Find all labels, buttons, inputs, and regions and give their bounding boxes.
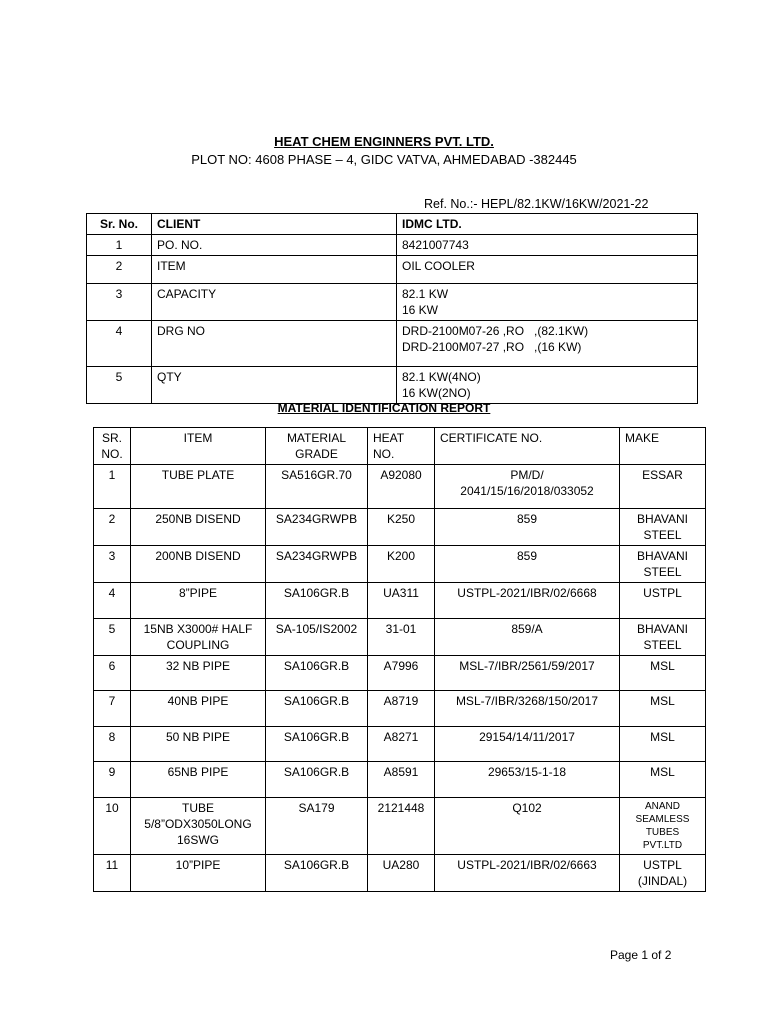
- table-row: [94, 546, 706, 583]
- cell-item: [131, 546, 266, 583]
- cell-heat-no: K250: [368, 509, 435, 546]
- reference-number: Ref. No.:- HEPL/82.1KW/16KW/2021-22: [424, 197, 649, 211]
- info-label: CAPACITY: [152, 284, 397, 321]
- header-certificate-no: [435, 428, 620, 465]
- cell-make: [620, 798, 706, 855]
- cell-line: BHAVANI: [637, 549, 688, 563]
- info-value-line: 82.1 KW: [402, 287, 449, 301]
- cell-item: [131, 465, 266, 509]
- header-line: MAKE: [625, 431, 660, 445]
- info-row: [87, 321, 698, 367]
- cell-make: [620, 546, 706, 583]
- cell-item: [131, 691, 266, 727]
- cell-line: 65NB PIPE: [167, 765, 229, 779]
- cell-line: ANAND: [644, 801, 680, 812]
- table-row: [94, 727, 706, 762]
- cell-heat-no: K200: [368, 546, 435, 583]
- cell-line: MSL: [650, 765, 675, 779]
- cell-line: USTPL: [643, 586, 682, 600]
- cell-line: PVT.LTD: [642, 840, 683, 851]
- cell-make: [620, 762, 706, 798]
- cell-heat-no: A92080: [368, 465, 435, 509]
- cell-material-grade: SA106GR.B: [266, 727, 368, 762]
- info-row: [87, 284, 698, 321]
- cell-line: 2041/15/16/2018/033052: [460, 484, 594, 498]
- report-title: MATERIAL IDENTIFICATION REPORT: [277, 401, 491, 415]
- page-number: Page 1 of 2: [610, 948, 672, 962]
- cell-line: 16SWG: [176, 833, 219, 847]
- cell-sr: 5: [94, 619, 131, 656]
- info-value: [397, 321, 698, 367]
- cell-certificate-no: [435, 546, 620, 583]
- table-row: [94, 798, 706, 855]
- cell-line: (JINDAL): [637, 874, 688, 888]
- cell-line: STEEL: [643, 528, 682, 542]
- cell-item: [131, 798, 266, 855]
- cell-certificate-no: [435, 855, 620, 892]
- cell-line: BHAVANI: [637, 622, 688, 636]
- header-line: NO.: [373, 447, 395, 461]
- table-row: [94, 855, 706, 892]
- cell-line: 50 NB PIPE: [165, 730, 231, 744]
- cell-line: TUBE: [181, 801, 214, 815]
- cell-line: MSL: [650, 694, 675, 708]
- cell-material-grade: SA516GR.70: [266, 465, 368, 509]
- cell-certificate-no: [435, 465, 620, 509]
- info-value-line: DRD-2100M07-26 ,RO ,(82.1KW): [402, 324, 589, 338]
- material-table-header-row: [94, 428, 706, 465]
- cell-certificate-no: [435, 798, 620, 855]
- cell-sr: 11: [94, 855, 131, 892]
- cell-make: [620, 691, 706, 727]
- info-row: [87, 367, 698, 404]
- cell-certificate-no: [435, 762, 620, 798]
- cell-make: [620, 727, 706, 762]
- table-row: [94, 619, 706, 656]
- cell-material-grade: SA106GR.B: [266, 762, 368, 798]
- cell-sr: 3: [94, 546, 131, 583]
- cell-line: 859: [516, 549, 538, 563]
- cell-heat-no: A7996: [368, 656, 435, 691]
- cell-line: 8”PIPE: [178, 586, 217, 600]
- cell-material-grade: SA-105/IS2002: [266, 619, 368, 656]
- header-line: CERTIFICATE NO.: [440, 431, 543, 445]
- info-value-line: 16 KW(2NO): [402, 386, 471, 400]
- cell-line: 250NB DISEND: [155, 512, 241, 526]
- cell-material-grade: SA234GRWPB: [266, 546, 368, 583]
- info-label: PO. NO.: [152, 235, 397, 256]
- info-value-line: OIL COOLER: [402, 259, 475, 273]
- info-value: [397, 367, 698, 404]
- company-name: HEAT CHEM ENGINNERS PVT. LTD.: [274, 134, 494, 149]
- cell-line: 859: [516, 512, 538, 526]
- cell-line: 859/A: [511, 622, 543, 636]
- table-row: [94, 583, 706, 619]
- cell-line: TUBE PLATE: [161, 468, 235, 482]
- cell-item: [131, 762, 266, 798]
- table-row: [94, 656, 706, 691]
- cell-certificate-no: [435, 656, 620, 691]
- cell-sr: 6: [94, 656, 131, 691]
- header-line: SR.: [101, 431, 122, 445]
- info-value: [397, 284, 698, 321]
- header-line: MATERIAL: [286, 431, 347, 445]
- header-heat-no: [368, 428, 435, 465]
- info-label: QTY: [152, 367, 397, 404]
- cell-line: MSL: [650, 659, 675, 673]
- info-value: [397, 256, 698, 284]
- cell-certificate-no: [435, 727, 620, 762]
- table-row: [94, 509, 706, 546]
- cell-material-grade: SA106GR.B: [266, 583, 368, 619]
- cell-sr: 1: [94, 465, 131, 509]
- cell-material-grade: SA106GR.B: [266, 855, 368, 892]
- info-sr: 5: [87, 367, 152, 404]
- cell-item: [131, 619, 266, 656]
- cell-line: 200NB DISEND: [155, 549, 241, 563]
- cell-line: SEAMLESS: [635, 814, 690, 825]
- info-table-header-row: [87, 214, 698, 235]
- info-header-client-name: IDMC LTD.: [397, 214, 698, 235]
- cell-line: USTPL-2021/IBR/02/6663: [457, 858, 597, 872]
- cell-line: 5/8”ODX3050LONG: [144, 817, 252, 831]
- cell-make: [620, 465, 706, 509]
- cell-item: [131, 656, 266, 691]
- cell-certificate-no: [435, 691, 620, 727]
- cell-certificate-no: [435, 583, 620, 619]
- cell-sr: 2: [94, 509, 131, 546]
- cell-heat-no: 2121448: [368, 798, 435, 855]
- info-value: [397, 235, 698, 256]
- info-value-line: DRD-2100M07-27 ,RO ,(16 KW): [402, 340, 582, 354]
- table-row: [94, 465, 706, 509]
- cell-heat-no: 31-01: [368, 619, 435, 656]
- header-line: ITEM: [183, 431, 213, 445]
- cell-line: STEEL: [643, 638, 682, 652]
- header-item: [131, 428, 266, 465]
- cell-line: 29653/15-1-18: [487, 765, 567, 779]
- cell-line: Q102: [512, 801, 542, 815]
- info-label: ITEM: [152, 256, 397, 284]
- header-line: GRADE: [295, 447, 338, 461]
- cell-line: ESSAR: [642, 468, 683, 482]
- info-value-line: 82.1 KW(4NO): [402, 370, 481, 384]
- cell-line: PM/D/: [510, 468, 544, 482]
- cell-certificate-no: [435, 509, 620, 546]
- cell-line: 29154/14/11/2017: [479, 730, 575, 744]
- cell-line: 15NB X3000# HALF: [143, 622, 253, 636]
- cell-sr: 9: [94, 762, 131, 798]
- cell-material-grade: SA179: [266, 798, 368, 855]
- cell-item: [131, 855, 266, 892]
- info-header-client: CLIENT: [152, 214, 397, 235]
- cell-line: USTPL: [643, 858, 682, 872]
- header-material-grade: [266, 428, 368, 465]
- info-sr: 2: [87, 256, 152, 284]
- company-address: PLOT NO: 4608 PHASE – 4, GIDC VATVA, AHMEDABAD -382445: [191, 152, 577, 167]
- info-row: [87, 235, 698, 256]
- cell-certificate-no: [435, 619, 620, 656]
- cell-line: BHAVANI: [637, 512, 688, 526]
- info-value-line: 8421007743: [402, 238, 469, 252]
- cell-line: MSL-7/IBR/2561/59/2017: [459, 659, 595, 673]
- cell-heat-no: UA280: [368, 855, 435, 892]
- cell-sr: 4: [94, 583, 131, 619]
- info-header-sr: Sr. No.: [87, 214, 152, 235]
- cell-line: TUBES: [645, 827, 680, 838]
- cell-line: USTPL-2021/IBR/02/6668: [457, 586, 597, 600]
- info-sr: 3: [87, 284, 152, 321]
- cell-sr: 7: [94, 691, 131, 727]
- header-make: [620, 428, 706, 465]
- material-table: [93, 427, 706, 892]
- cell-material-grade: SA106GR.B: [266, 691, 368, 727]
- cell-line: STEEL: [643, 565, 682, 579]
- cell-material-grade: SA106GR.B: [266, 656, 368, 691]
- cell-line: 10”PIPE: [175, 858, 221, 872]
- info-label: DRG NO: [152, 321, 397, 367]
- cell-material-grade: SA234GRWPB: [266, 509, 368, 546]
- cell-sr: 10: [94, 798, 131, 855]
- info-row: [87, 256, 698, 284]
- cell-line: 32 NB PIPE: [165, 659, 231, 673]
- header-line: NO.: [101, 447, 123, 461]
- cell-heat-no: UA311: [368, 583, 435, 619]
- cell-make: [620, 509, 706, 546]
- table-row: [94, 691, 706, 727]
- info-sr: 1: [87, 235, 152, 256]
- info-value-line: 16 KW: [402, 303, 439, 317]
- cell-line: 40NB PIPE: [167, 694, 229, 708]
- table-row: [94, 762, 706, 798]
- header-sr: [94, 428, 131, 465]
- cell-line: COUPLING: [166, 638, 230, 652]
- header-line: HEAT: [373, 431, 405, 445]
- cell-line: MSL-7/IBR/3268/150/2017: [455, 694, 599, 708]
- info-table: [86, 213, 698, 404]
- cell-make: [620, 583, 706, 619]
- cell-line: MSL: [650, 730, 675, 744]
- info-sr: 4: [87, 321, 152, 367]
- cell-sr: 8: [94, 727, 131, 762]
- cell-make: [620, 855, 706, 892]
- cell-make: [620, 656, 706, 691]
- cell-make: [620, 619, 706, 656]
- cell-heat-no: A8719: [368, 691, 435, 727]
- cell-item: [131, 583, 266, 619]
- cell-item: [131, 509, 266, 546]
- cell-item: [131, 727, 266, 762]
- cell-heat-no: A8591: [368, 762, 435, 798]
- cell-heat-no: A8271: [368, 727, 435, 762]
